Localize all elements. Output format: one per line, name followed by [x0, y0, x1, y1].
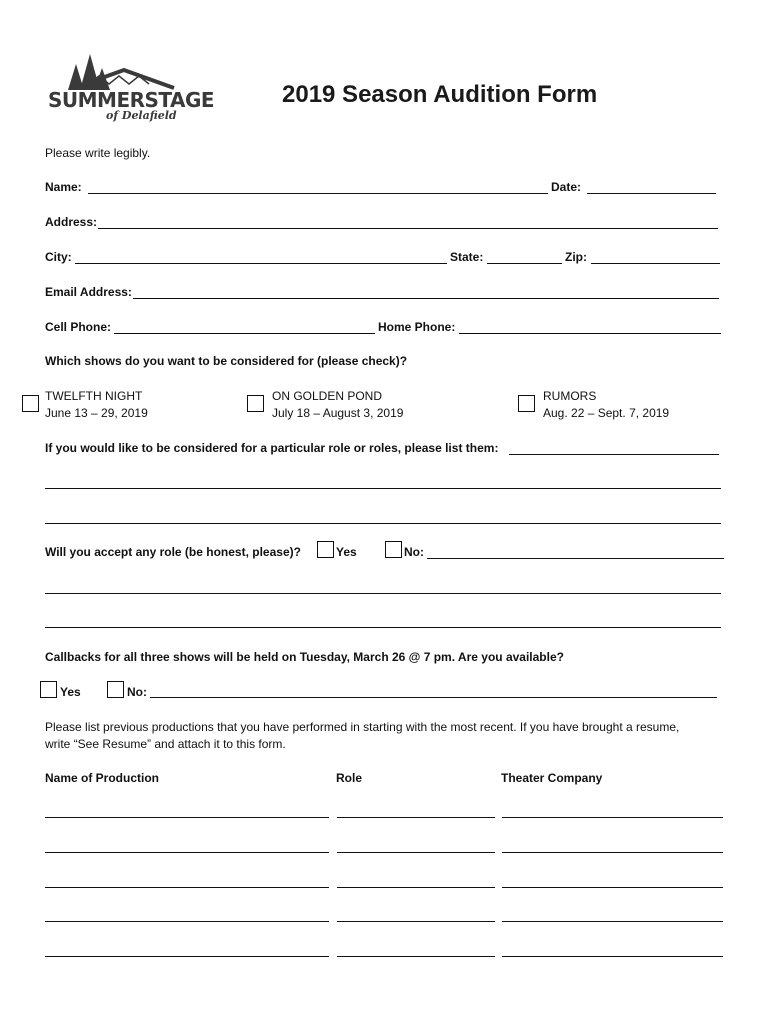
accept-field-line[interactable] [45, 593, 721, 594]
checkbox-rumors[interactable] [518, 395, 535, 412]
checkbox-twelfth-night[interactable] [22, 395, 39, 412]
previous-instructions-line1: Please list previous productions that you have performed in starting with the most recent. If you have brought a resume, [45, 720, 680, 734]
role-field[interactable] [509, 454, 719, 455]
email-label: Email Address: [45, 285, 132, 299]
production-field[interactable] [45, 817, 329, 818]
name-field[interactable] [88, 193, 548, 194]
shows-question: Which shows do you want to be considered for (please check)? [45, 354, 408, 368]
accept-field-line[interactable] [45, 627, 721, 628]
city-label: City: [45, 250, 72, 264]
checkbox-on-golden-pond[interactable] [247, 395, 264, 412]
company-field[interactable] [502, 817, 723, 818]
name-label: Name: [45, 180, 82, 194]
accept-yes-checkbox[interactable] [317, 541, 334, 558]
callback-no-label: No: [127, 685, 147, 699]
page-title: 2019 Season Audition Form [282, 81, 598, 108]
accept-role-question: Will you accept any role (be honest, please)? [45, 545, 301, 559]
date-label: Date: [551, 180, 582, 194]
company-field[interactable] [502, 887, 723, 888]
callback-no-field[interactable] [150, 697, 717, 698]
show-name: TWELFTH NIGHT [45, 389, 143, 403]
role-field-line[interactable] [45, 523, 721, 524]
date-field[interactable] [587, 193, 716, 194]
state-label: State: [450, 250, 484, 264]
role-entry-field[interactable] [337, 817, 495, 818]
city-field[interactable] [75, 263, 447, 264]
home-phone-field[interactable] [459, 333, 721, 334]
role-question: If you would like to be considered for a particular role or roles, please list them: [45, 441, 499, 455]
show-dates: Aug. 22 – Sept. 7, 2019 [543, 406, 670, 420]
role-entry-field[interactable] [337, 852, 495, 853]
logo [44, 48, 215, 128]
role-entry-field[interactable] [337, 956, 495, 957]
accept-no-checkbox[interactable] [385, 541, 402, 558]
role-field-line[interactable] [45, 488, 721, 489]
role-entry-field[interactable] [337, 921, 495, 922]
production-field[interactable] [45, 887, 329, 888]
accept-yes-label: Yes [336, 545, 357, 559]
callback-no-checkbox[interactable] [107, 681, 124, 698]
cell-phone-label: Cell Phone: [45, 320, 112, 334]
intro-text: Please write legibly. [45, 146, 151, 160]
production-field[interactable] [45, 921, 329, 922]
callback-yes-label: Yes [60, 685, 81, 699]
zip-label: Zip: [565, 250, 587, 264]
show-name: RUMORS [543, 389, 597, 403]
state-field[interactable] [487, 263, 562, 264]
show-dates: June 13 – 29, 2019 [45, 406, 148, 420]
header-company: Theater Company [501, 771, 603, 785]
address-label: Address: [45, 215, 98, 229]
home-phone-label: Home Phone: [378, 320, 456, 334]
role-entry-field[interactable] [337, 887, 495, 888]
company-field[interactable] [502, 956, 723, 957]
logo-sub-text: of Delafield [106, 109, 177, 122]
production-field[interactable] [45, 852, 329, 853]
header-production: Name of Production [45, 771, 160, 785]
zip-field[interactable] [591, 263, 720, 264]
show-dates: July 18 – August 3, 2019 [272, 406, 404, 420]
logo-main-text: SUMMERSTAGE [48, 88, 215, 112]
previous-instructions-line2: write “See Resume” and attach it to this form. [45, 737, 286, 751]
company-field[interactable] [502, 921, 723, 922]
header-role: Role [336, 771, 363, 785]
company-field[interactable] [502, 852, 723, 853]
show-name: ON GOLDEN POND [272, 389, 383, 403]
email-field[interactable] [133, 298, 719, 299]
accept-no-field[interactable] [427, 558, 724, 559]
accept-no-label: No: [404, 545, 424, 559]
address-field[interactable] [98, 228, 718, 229]
cell-phone-field[interactable] [114, 333, 375, 334]
production-field[interactable] [45, 956, 329, 957]
callback-question: Callbacks for all three shows will be held on Tuesday, March 26 @ 7 pm. Are you available? [45, 650, 564, 664]
callback-yes-checkbox[interactable] [40, 681, 57, 698]
